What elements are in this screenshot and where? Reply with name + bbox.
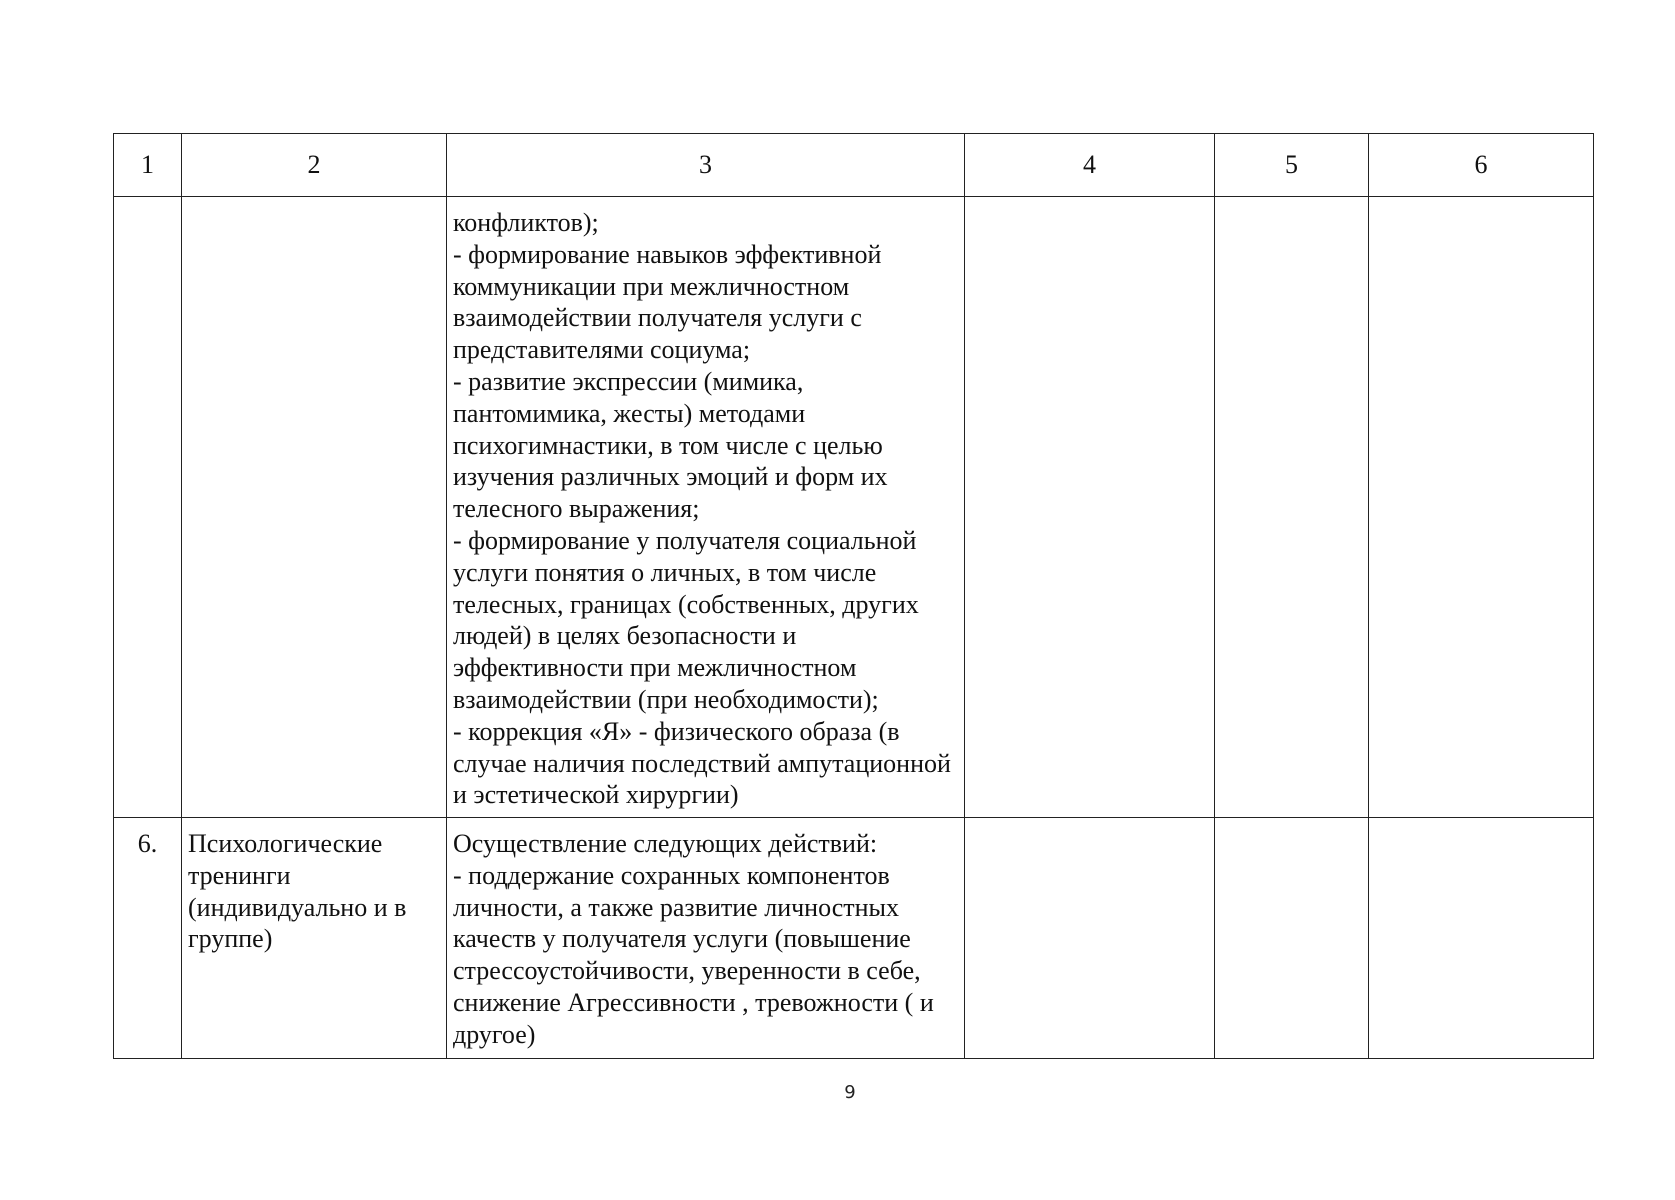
service-description: конфликтов); - формирование навыков эффективной коммуникации при межличностном взаимодействии получателя услуги с представителями социума; - развитие экспрессии (мимика, пантомимика, жесты) методами психогимнастики, в том числе с целью изучения различных эмоций и форм их телесного выражения; - формирование у получателя социальной услуги понятия о личных, в том числе телесных, границах (собственных, других людей) в целях безопасности и эффективности при межличностном взаимодействии (при необходимости); - коррекция «Я» - физического образа (в случае наличия последствий ампутационной и эстетической хирургии): [453, 208, 951, 810]
column-4-cell: [965, 818, 1215, 1059]
service-name-cell: [182, 818, 447, 1059]
row-number: [114, 197, 181, 211]
column-5-cell: [1215, 818, 1369, 1059]
services-table: [113, 133, 1594, 1059]
header-cell-5: 5: [1215, 134, 1369, 197]
row-number-cell: [114, 197, 182, 818]
column-6-cell: [1369, 197, 1594, 818]
table-header-row: [114, 134, 1594, 197]
column-4-cell: [965, 197, 1215, 818]
service-description: Осуществление следующих действий: - поддержание сохранных компонентов личности, а также развитие личностных качеств у получателя услуги (повышение стрессоустойчивости, уверенности в себе, снижение Агрессивности , тревожности ( и другое): [453, 829, 934, 1049]
row-number: 6.: [137, 829, 158, 858]
header-cell-3: 3: [447, 134, 965, 197]
service-name-cell: [182, 197, 447, 818]
service-name: [182, 197, 446, 211]
row-number-cell: [114, 818, 182, 1059]
service-description-cell: [447, 818, 965, 1059]
column-6-cell: [1369, 818, 1594, 1059]
table-row: [114, 197, 1594, 818]
header-cell-6: 6: [1369, 134, 1594, 197]
column-5-cell: [1215, 197, 1369, 818]
table-row: [114, 818, 1594, 1059]
page-number: 9: [844, 1082, 856, 1103]
header-cell-4: 4: [965, 134, 1215, 197]
header-cell-1: 1: [114, 134, 182, 197]
header-cell-2: 2: [182, 134, 447, 197]
service-description-cell: [447, 197, 965, 818]
service-name: Психологические тренинги (индивидуально и в группе): [188, 829, 407, 954]
